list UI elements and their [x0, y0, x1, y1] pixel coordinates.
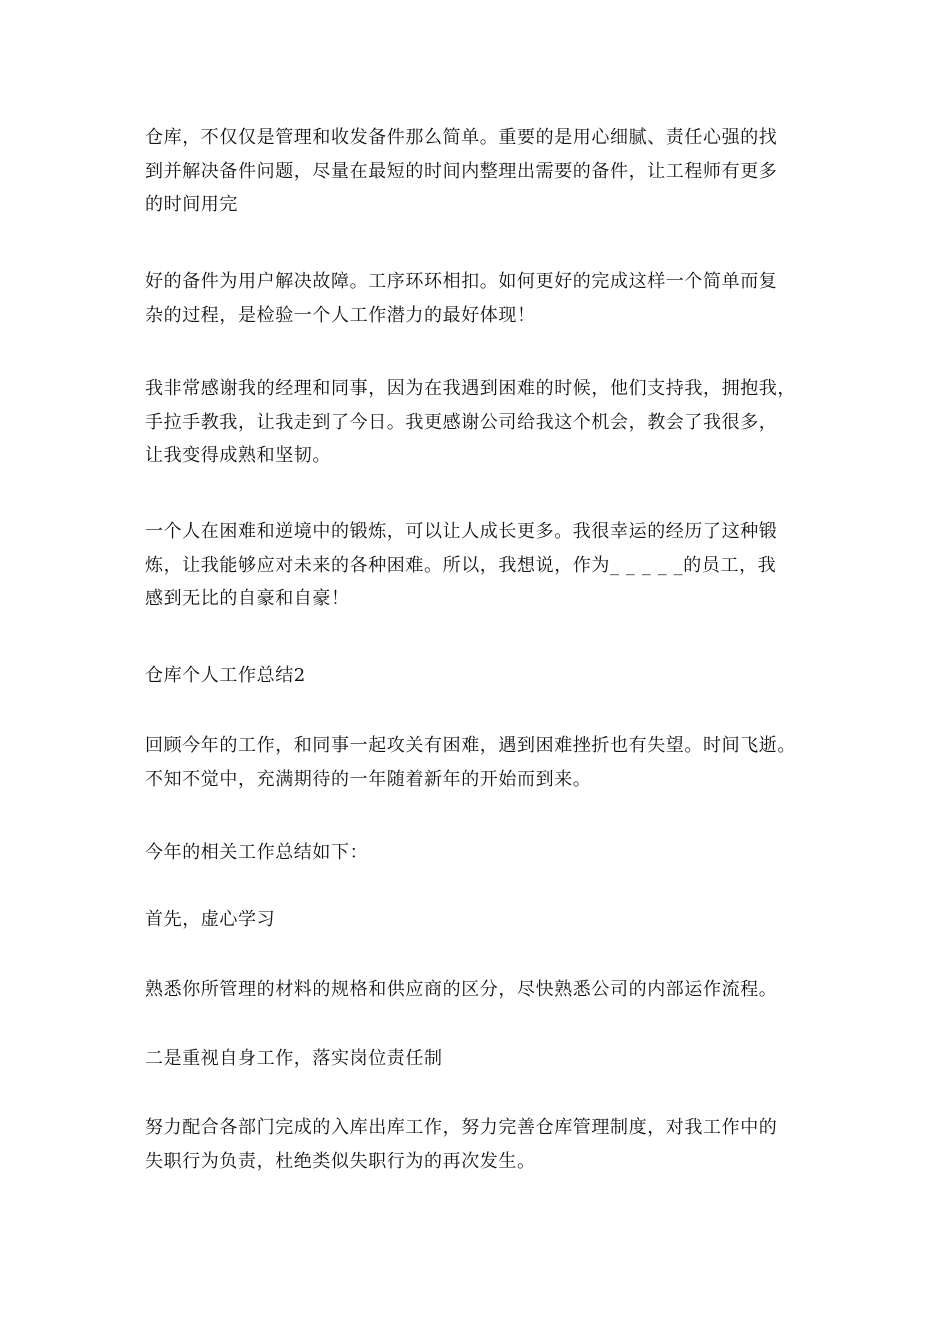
- text-line: 今年的相关工作总结如下：: [145, 842, 369, 863]
- text-line: 回顾今年的工作，和同事一起攻关有困难，遇到困难挫折也有失望。时间飞逝。: [145, 735, 796, 756]
- paragraph-second-point: [145, 1042, 815, 1076]
- text-line: 好的备件为用户解决故障。工序环环相扣。如何更好的完成这样一个简单而复: [145, 271, 778, 292]
- text-line: 不知不觉中，充满期待的一年随着新年的开始而到来。: [145, 768, 592, 790]
- text-line: 炼，让我能够应对未来的各种困难。所以，我想说，作为_ _ _ _ _的员工，我: [145, 554, 777, 576]
- paragraph-thanks: [145, 372, 815, 473]
- text-line: 一个人在困难和逆境中的锻炼，可以让人成长更多。我很幸运的经历了这种锻: [145, 521, 778, 542]
- text-line: 仓库，不仅仅是管理和收发备件那么简单。重要的是用心细腻、责任心强的找: [145, 127, 778, 148]
- paragraph-review: [145, 729, 815, 796]
- paragraph-summary-intro: [145, 836, 815, 870]
- paragraph-warehouse-intro: [145, 121, 815, 222]
- section-heading: [145, 659, 815, 693]
- text-line: 感到无比的自豪和自豪！: [145, 588, 350, 609]
- paragraph-process: [145, 265, 815, 332]
- text-line: 努力配合各部门完成的入库出库工作，努力完善仓库管理制度，对我工作中的: [145, 1117, 778, 1138]
- text-line: 首先，虚心学习: [145, 909, 276, 930]
- paragraph-first-point: [145, 903, 815, 937]
- text-line: 二是重视自身工作，落实岗位责任制: [145, 1048, 443, 1069]
- paragraph-familiarize: [145, 973, 815, 1007]
- text-line: 让我变得成熟和坚韧。: [145, 445, 331, 466]
- text-line: 我非常感谢我的经理和同事，因为在我遇到困难的时候，他们支持我，拥抱我，: [145, 378, 796, 399]
- paragraph-growth: [145, 515, 815, 616]
- text-line: 熟悉你所管理的材料的规格和供应商的区分，尽快熟悉公司的内部运作流程。: [145, 979, 778, 1000]
- paragraph-cooperation: [145, 1111, 815, 1178]
- text-line: 仓库个人工作总结2: [145, 665, 306, 686]
- text-line: 手拉手教我，让我走到了今日。我更感谢公司给我这个机会，教会了我很多，: [145, 411, 778, 433]
- text-line: 杂的过程，是检验一个人工作潜力的最好体现！: [145, 304, 536, 326]
- text-line: 到并解决备件问题，尽量在最短的时间内整理出需要的备件，让工程师有更多: [145, 160, 778, 182]
- text-line: 的时间用完: [145, 194, 238, 215]
- text-line: 失职行为负责，杜绝类似失职行为的再次发生。: [145, 1150, 536, 1172]
